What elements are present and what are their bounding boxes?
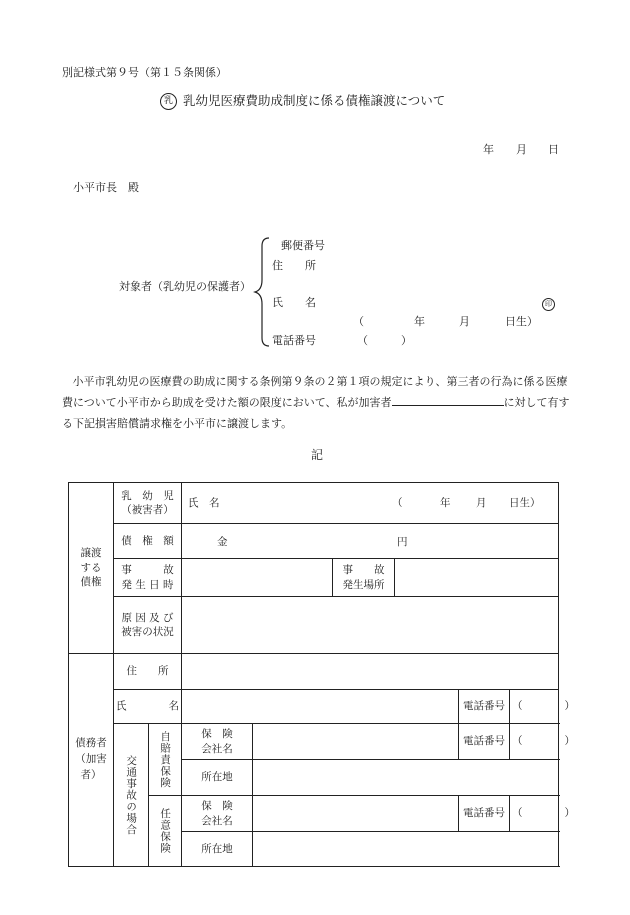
insurer-phone-label: 電話番号 [459,724,510,760]
compulsory-insurance-label: 自賠責保険 [149,724,182,796]
document-title-row [160,93,445,110]
table-row [69,559,559,597]
accident-place-value [395,559,559,597]
location-label: 所在地 [182,832,253,867]
table-row [69,483,559,524]
table-row [69,654,559,690]
insurer-phone-value: （ ） [510,724,559,760]
birth-day: 日生） [505,315,538,328]
debtor-phone-label: 電話番号 [459,690,510,724]
stamp-circle: 乳 [160,93,177,110]
insurer-label: 保 険 会社名 [182,724,253,760]
table-row [69,724,559,760]
insurer-label: 保 険 会社名 [182,796,253,832]
body-text-before: 小平市乳幼児の医療費の助成に関する条例第９条の２第１項の規定により、第三者の行為に係る医療費について小平市から助成を受けた額の限度において、私が加害者 [62,375,568,409]
traffic-accident-label: 交通事故の場合 [114,724,149,867]
location-value [253,760,559,796]
insurer-value [253,724,459,760]
insurer-phone-label: 電話番号 [459,796,510,832]
body-paragraph [62,371,574,434]
address-label: 住 所 [272,259,316,272]
cause-value [182,597,559,654]
accident-date-label: 事 故 発 生 日 時 [114,559,182,597]
transfer-section-label: 譲渡する債権 [69,483,114,654]
debtor-name-value [182,690,459,724]
ki-heading: 記 [311,448,324,462]
transfer-table [68,482,575,867]
body-text-after: に対して有する下記損害賠償請求権を小平市に譲渡します。 [62,396,570,430]
table-row [69,690,559,724]
date-day: 日 [548,143,559,156]
table-row [69,524,559,559]
debtor-address-label: 住 所 [114,654,182,690]
curly-brace-icon [253,236,273,348]
insurer-phone-value: （ ） [510,796,559,832]
voluntary-insurance-label: 任意保険 [149,796,182,867]
claim-amount-cell: 金 円 [182,524,559,559]
table-row [69,597,559,654]
location-label: 所在地 [182,760,253,796]
birth-open: （ [353,315,364,328]
applicant-group-label: 対象者（乳幼児の保護者） [119,280,251,293]
accident-place-label: 事 故 発生場所 [333,559,395,597]
seal-mark: 印 [542,296,555,311]
debtor-address-value [182,654,559,690]
birth-month: 月 [459,315,470,328]
claim-label: 債 権 額 [114,524,182,559]
postal-label: 郵便番号 [281,239,325,252]
name-label: 氏 名 [272,296,316,309]
phone-label: 電話番号 [272,334,316,347]
debtor-name-label: 氏 名 [114,690,182,724]
debtor-phone-value: （ ） [510,690,559,724]
addressee: 小平市長 殿 [73,181,139,194]
child-label-cell: 乳 幼 児 （被害者） [114,483,182,524]
date-year: 年 [483,143,494,156]
debtor-section-label: 債務者 （加害者） [69,654,114,867]
cause-label: 原 因 及 び 被害の状況 [114,597,182,654]
phone-parens: （ ） [357,334,412,347]
assailant-blank [392,393,504,406]
birth-year: 年 [414,315,425,328]
child-name-cell: 氏 名 （ 年 月 日生） [182,483,559,524]
form-number: 別記様式第９号（第１５条関係） [62,66,227,79]
insurer-value [253,796,459,832]
document-title: 乳幼児医療費助成制度に係る債権譲渡について [183,93,446,108]
location-value [253,832,559,867]
date-month: 月 [516,143,527,156]
accident-date-value [182,559,333,597]
